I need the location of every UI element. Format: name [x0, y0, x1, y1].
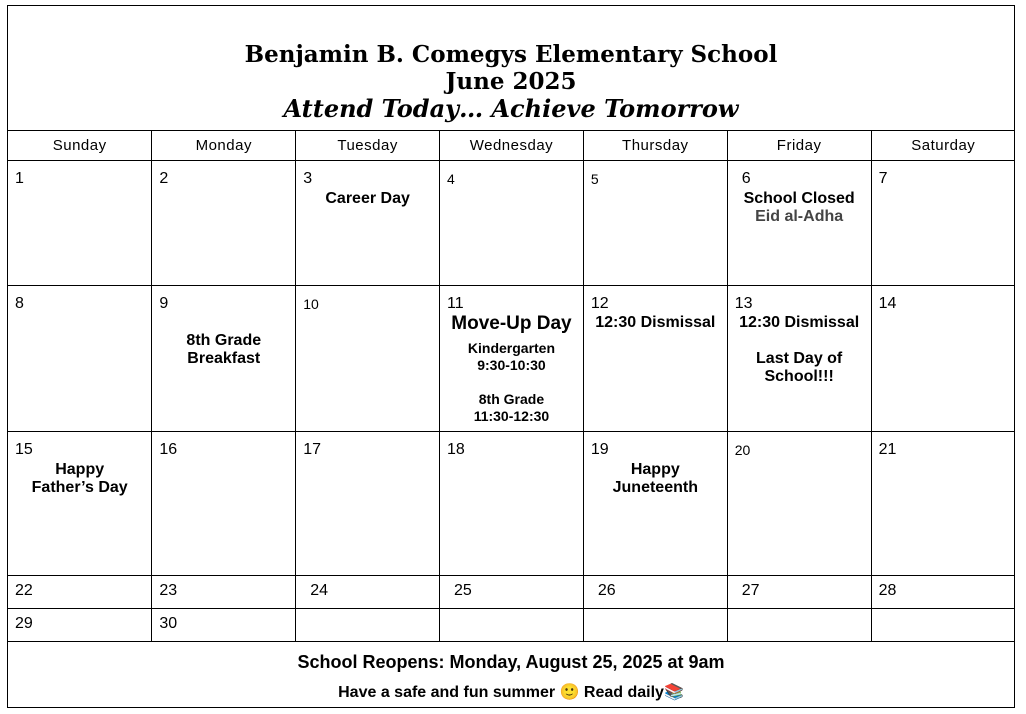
calendar-grid: [8, 130, 1015, 642]
day-number: 21: [878, 441, 897, 458]
day-cell: [583, 432, 727, 576]
school-motto: Attend Today… Achieve Tomorrow: [283, 94, 739, 123]
day-cell: [583, 576, 727, 609]
day-cell: [440, 161, 584, 286]
event-dismissal: 12:30 Dismissal: [595, 314, 716, 331]
day-number: 10: [303, 296, 319, 312]
week-row: [8, 286, 1015, 432]
day-number: 16: [159, 441, 178, 458]
calendar-header: [8, 6, 1014, 131]
event-happy-fathers-day-line2: Father’s Day: [31, 479, 128, 496]
day-cell: [8, 432, 152, 576]
day-number: 4: [447, 171, 455, 187]
week-row: [8, 576, 1015, 609]
event-happy-juneteenth: Happy: [630, 461, 680, 478]
day-cell: [727, 432, 871, 576]
day-cell: [8, 609, 152, 642]
day-cell-empty: [583, 609, 727, 642]
day-cell: [152, 286, 296, 432]
day-number: 8: [15, 295, 24, 312]
day-number: 12: [590, 295, 609, 312]
weekday-thursday: Thursday: [583, 130, 727, 161]
event-8th-grade: 8th Grade: [478, 391, 545, 407]
weekday-monday: Monday: [152, 130, 296, 161]
day-number: 2: [159, 170, 169, 187]
day-cell: [727, 161, 871, 286]
day-number: 26: [597, 582, 616, 599]
day-cell-empty: [296, 609, 440, 642]
day-number: 19: [590, 441, 609, 458]
day-cell: [727, 286, 871, 432]
day-cell: [583, 286, 727, 432]
week-row: [8, 609, 1015, 642]
event-happy-fathers-day: Happy: [55, 461, 105, 478]
event-8th-grade-breakfast-line2: Breakfast: [187, 350, 261, 367]
day-number: 28: [878, 582, 897, 599]
week-row: [8, 161, 1015, 286]
summer-message: Have a safe and fun summer 🙂 Read daily📚: [338, 684, 684, 701]
day-number: 29: [15, 615, 33, 632]
day-number: 23: [159, 582, 178, 599]
school-name: Benjamin B. Comegys Elementary School: [244, 41, 778, 68]
event-move-up-day: Move-Up Day: [451, 313, 572, 334]
weekday-header-row: [8, 130, 1015, 161]
day-number: 22: [15, 582, 33, 599]
day-cell-empty: [871, 609, 1015, 642]
day-number: 13: [734, 295, 753, 312]
day-cell: [8, 161, 152, 286]
event-last-day: Last Day of: [756, 350, 843, 367]
calendar-footer: [8, 641, 1014, 707]
day-cell: [152, 576, 296, 609]
weekday-friday: Friday: [727, 130, 871, 161]
day-number: 14: [878, 295, 897, 312]
weekday-tuesday: Tuesday: [296, 130, 440, 161]
calendar-sheet: [7, 5, 1015, 708]
day-number: 17: [303, 441, 321, 458]
day-number: 15: [15, 441, 33, 458]
day-number: 11: [447, 295, 464, 312]
weekday-saturday: Saturday: [871, 130, 1015, 161]
day-cell: [440, 432, 584, 576]
day-number: 18: [447, 441, 465, 458]
day-number: 6: [741, 170, 751, 187]
day-cell: [152, 432, 296, 576]
day-number: 1: [15, 170, 24, 187]
day-cell-empty: [440, 609, 584, 642]
day-cell: [871, 161, 1015, 286]
day-cell: [152, 161, 296, 286]
day-number: 9: [159, 295, 169, 312]
event-school-closed: School Closed: [743, 190, 855, 207]
day-cell: [871, 576, 1015, 609]
day-cell: [296, 576, 440, 609]
day-number: 7: [878, 170, 888, 187]
day-cell: [296, 286, 440, 432]
day-cell: [727, 576, 871, 609]
weekday-sunday: Sunday: [8, 130, 152, 161]
school-reopens-notice: School Reopens: Monday, August 25, 2025 at 9am: [297, 652, 725, 672]
day-number: 20: [734, 442, 751, 458]
event-career-day: Career Day: [325, 190, 410, 207]
day-number: 27: [741, 582, 760, 599]
event-kindergarten: Kindergarten: [467, 340, 556, 356]
event-dismissal: 12:30 Dismissal: [739, 314, 860, 331]
day-cell: [8, 286, 152, 432]
month-title: June 2025: [445, 68, 577, 95]
day-number: 25: [454, 582, 472, 599]
event-happy-juneteenth-line2: Juneteenth: [612, 479, 698, 496]
day-cell: [583, 161, 727, 286]
day-cell: [296, 161, 440, 286]
day-cell: [440, 576, 584, 609]
day-cell: [440, 286, 584, 432]
day-cell: [8, 576, 152, 609]
day-number: 30: [159, 615, 178, 632]
event-kindergarten-time: 9:30-10:30: [477, 357, 546, 373]
day-cell: [871, 286, 1015, 432]
event-last-day-line2: School!!!: [764, 368, 834, 385]
weekday-wednesday: Wednesday: [440, 130, 584, 161]
day-number: 3: [303, 170, 313, 187]
day-cell: [152, 609, 296, 642]
day-cell: [296, 432, 440, 576]
event-8th-grade-time: 11:30-12:30: [473, 408, 550, 424]
event-8th-grade-breakfast: 8th Grade: [186, 332, 262, 349]
day-cell-empty: [727, 609, 871, 642]
week-row: [8, 432, 1015, 576]
event-eid-al-adha: Eid al-Adha: [755, 208, 844, 225]
day-number: 5: [590, 171, 599, 187]
day-cell: [871, 432, 1015, 576]
day-number: 24: [310, 582, 328, 599]
